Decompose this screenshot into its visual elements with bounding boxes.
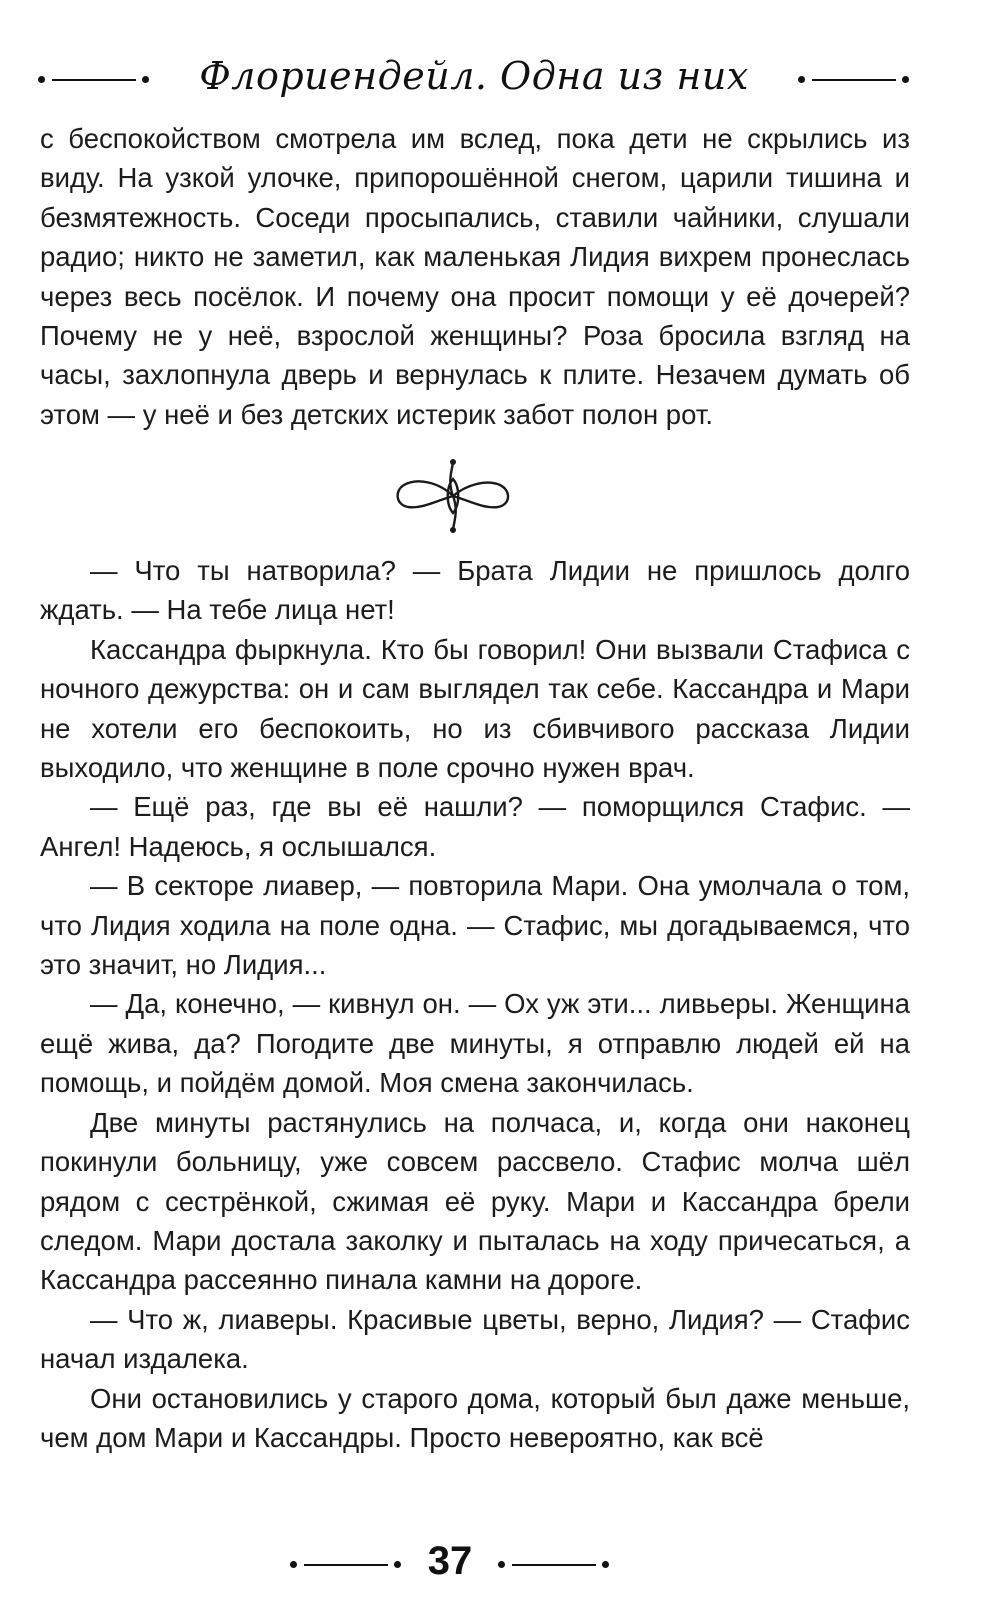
paragraph: — Что ты натворила? — Брата Лидии не пришлось долго ждать. — На тебе лица нет! xyxy=(40,555,910,626)
rule-line xyxy=(512,1564,596,1566)
text-section-bottom xyxy=(40,551,910,1457)
paragraph: — Ещё раз, где вы её нашли? — поморщился Стафис. — Ангел! Надеюсь, я ослышался. xyxy=(40,791,910,862)
flourish-divider-icon xyxy=(388,455,518,535)
paragraph: Кассандра фыркнула. Кто бы говорил! Они вызвали Стафиса с ночного дежурства: он и сам выглядел так себе. Кассандра и Мари не хотели его беспокоить, но из сбивчивого рассказа Лидии выходило, что женщине в поле срочно нужен врач. xyxy=(40,633,910,784)
paragraph: — Что ж, лиаверы. Красивые цветы, верно, Лидия? — Стафис начал издалека. xyxy=(40,1303,910,1375)
rule-line xyxy=(812,79,896,81)
running-header xyxy=(38,48,910,108)
page-footer xyxy=(290,1535,610,1595)
paragraph: Две минуты растянулись на полчаса, и, когда они наконец покинули больницу, уже совсем рассвело. Стафис молча шёл рядом с сестрёнкой, сжимая её руку. Мари и Кассандра брели следом. Мари достала заколку и пыталась на ходу причесаться, а Кассандра рассеянно пинала камни на дороге. xyxy=(40,1106,910,1296)
rule-dot xyxy=(498,1561,505,1568)
rule-dot xyxy=(798,76,805,83)
rule-dot xyxy=(602,1561,609,1568)
book-title: Флориендейл. Одна из них xyxy=(199,54,749,98)
paragraph: — Да, конечно, — кивнул он. — Ох уж эти... ливьеры. Женщина ещё жива, да? Погодите две минуты, я отправлю людей ей на помощь, и пойдём домой. Моя смена закончилась. xyxy=(40,988,910,1099)
paragraph: — В секторе лиавер, — повторила Мари. Она умолчала о том, что Лидия ходила на поле одна. — Стафис, мы догадываемся, что это значит, но Лидия... xyxy=(40,870,910,981)
header-rule-right xyxy=(798,76,910,84)
page-number: 37 xyxy=(427,1539,473,1583)
text-section-top xyxy=(40,119,910,434)
paragraph: Они остановились у старого дома, который был даже меньше, чем дом Мари и Кассандры. Просто невероятно, как всё xyxy=(40,1382,910,1453)
flourish-divider-svg xyxy=(388,455,518,535)
paragraph: с беспокойством смотрела им вслед, пока дети не скрылись из виду. На узкой улочке, припорошённой снегом, царили тишина и безмятежность. Соседи просыпались, ставили чайники, слушали радио; никто не заметил, как маленькая Лидия вихрем пронеслась через весь посёлок. И почему она просит помощи у её дочерей? Почему не у неё, взрослой женщины? Роза бросила взгляд на часы, захлопнула дверь и вернулась к плите. Незачем думать об этом — у неё и без детских истерик забот полон рот. xyxy=(40,123,910,430)
footer-rule-right xyxy=(498,1561,610,1569)
rule-dot xyxy=(902,76,909,83)
